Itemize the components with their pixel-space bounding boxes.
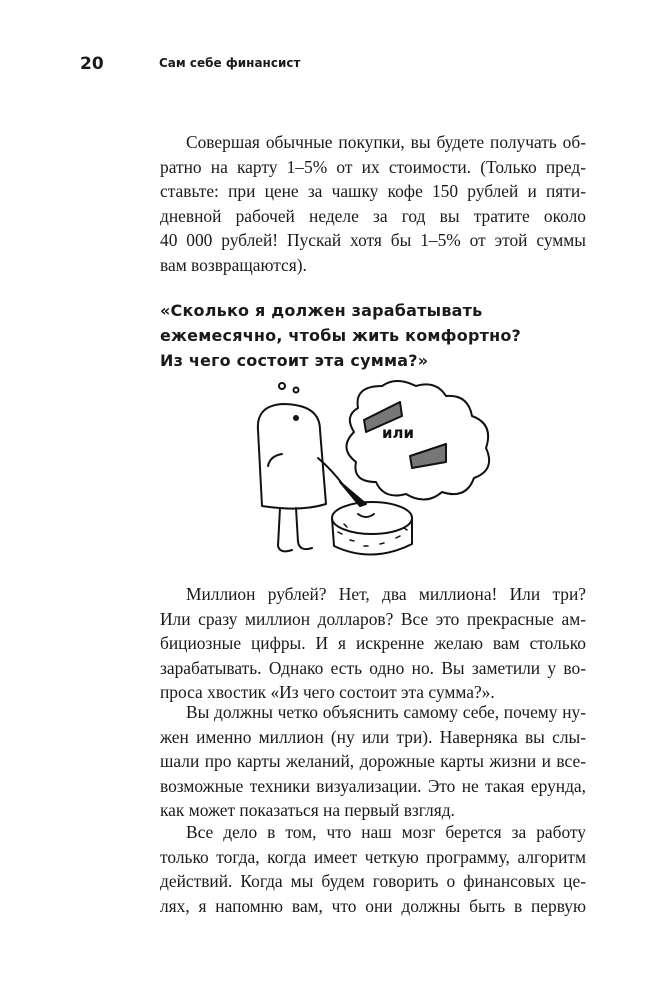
text-line: зарабатывать. Однако есть одно но. Вы заметили у во-: [160, 657, 586, 678]
page-number: 20: [80, 54, 104, 74]
running-title: Сам себе финансист: [159, 56, 301, 70]
text-line: Миллион рублей? Нет, два миллиона! Или три?: [186, 584, 586, 604]
character-eye: [294, 416, 298, 420]
illustration-cake-choice: [240, 378, 510, 568]
text-line: жен именно миллион (ну или три). Наверняка вы слы-: [160, 726, 586, 747]
text-line: как может показаться на первый взгляд.: [160, 800, 455, 820]
cake-top: [332, 502, 412, 534]
text-line: проса хвостик «Из чего состоит эта сумма?».: [160, 682, 495, 702]
thought-dot: [279, 383, 285, 389]
heading-line: Из чего состоит эта сумма?»: [160, 351, 429, 370]
character-leg-left: [278, 508, 292, 551]
character-body: [258, 404, 326, 509]
text-line: действий. Когда мы будем говорить о финансовых це-: [160, 871, 586, 891]
cake-slice-icon: [410, 444, 446, 468]
text-line: Или сразу миллион долларов? Все это прекрасные ам-: [160, 608, 586, 629]
text-line: Совершая обычные покупки, вы будете получать об-: [186, 132, 586, 152]
text-line: 40 000 рублей! Пускай хотя бы 1–5% от этой суммы: [160, 230, 586, 250]
text-line: Все дело в том, что наш мозг берется за работу: [186, 822, 586, 842]
text-line: ратно на карту 1–5% от их стоимости. (Только пред-: [160, 156, 586, 177]
text-line: возможные техники визуализации. Это не такая ерунда,: [160, 775, 586, 796]
text-line: вам возвращаются).: [160, 254, 307, 275]
text-line: Вы должны четко объяснить самому себе, почему ну-: [186, 702, 586, 722]
character-arm-left: [268, 454, 282, 466]
text-line: лях, я напомню вам, что они должны быть в первую: [160, 895, 586, 916]
cake-texture: [338, 524, 407, 546]
text-line: ставьте: при цене за чашку кофе 150 рублей и пяти-: [160, 181, 586, 201]
text-line: дневной рабочей неделе за год вы тратите около: [160, 205, 586, 226]
page-header: [80, 54, 600, 78]
heading-line: ежемесячно, чтобы жить комфортно?: [160, 326, 521, 345]
paragraph-1: [160, 130, 586, 277]
paragraph-2: [160, 582, 586, 705]
cake-cut: [358, 514, 374, 517]
paragraph-3: [160, 700, 586, 823]
text-line: только тогда, когда имеет четкую программу, алгоритм: [160, 846, 586, 867]
section-heading: [160, 298, 600, 373]
character-leg-right: [296, 508, 312, 549]
thought-cloud: [346, 381, 489, 500]
paragraph-4: [160, 820, 586, 918]
text-line: бициозные цифры. И я искренне желаю вам столько: [160, 633, 586, 653]
thought-dot: [294, 388, 299, 393]
text-line: шали про карты желаний, дорожные карты жизни и все-: [160, 751, 586, 771]
bubble-text: или: [382, 424, 415, 442]
heading-line: «Сколько я должен зарабатывать: [160, 301, 483, 320]
